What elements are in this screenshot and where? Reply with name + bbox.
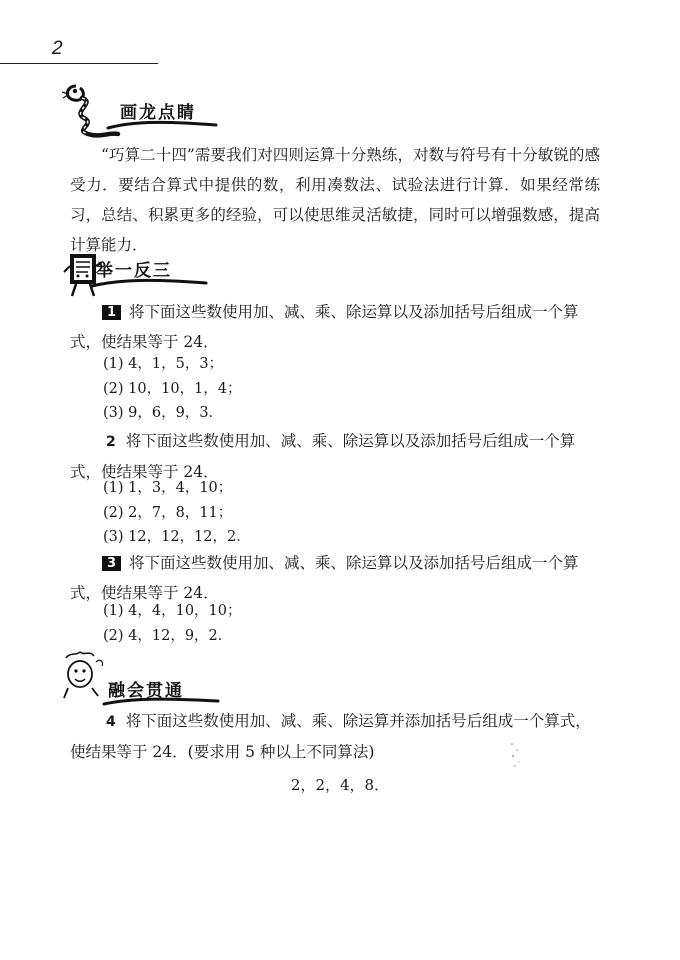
sub-item: (2) 2，7，8，11； (103, 505, 233, 521)
problem-text-line1: 将下面这些数使用加、减、乘、除运算以及添加括号后组成一个算 (129, 303, 579, 321)
section-title: 举一反三 (96, 261, 172, 281)
problem-text-line2: 式，使结果等于 24． (70, 584, 219, 602)
header-rule (0, 63, 158, 64)
scan-speck (508, 740, 524, 770)
problem-1 (70, 297, 600, 357)
problem-number-badge: 3 (102, 556, 121, 571)
section-title: 画龙点睛 (120, 103, 196, 123)
problem-numbers: 2，2，4，8． (290, 776, 390, 794)
title-underline-swoosh (106, 116, 218, 132)
problem-number-badge: 1 (102, 305, 121, 320)
section-heading-rong-hui-guan-tong (62, 648, 262, 704)
problem-3 (70, 548, 600, 608)
sub-item: (1) 4，1，5，3； (103, 356, 224, 372)
sub-item: (1) 4，4，10，10； (103, 603, 242, 619)
problem-text-line2: 使结果等于 24．(要求用 5 种以上不同算法) (70, 743, 375, 761)
section-heading-hua-long-dian-jing (62, 78, 262, 134)
sub-item: (2) 4，12，9，2． (103, 628, 233, 644)
intro-paragraph: “巧算二十四”需要我们对四则运算十分熟练，对数与符号有十分敏锐的感受力．要结合算式中提供的数，利用凑数法、试验法进行计算．如果经常练习，总结、积累更多的经验，可以使思维灵活敏捷，同时可以增强数感，提高计算能力． (70, 146, 600, 254)
sub-item: (3) 12，12，12，2． (103, 529, 251, 545)
sub-item: (1) 1，3，4，10； (103, 480, 233, 496)
problem-number: 2 (106, 434, 116, 450)
problem-text-line1: 将下面这些数使用加、减、乘、除运算以及添加括号后组成一个算 (129, 554, 579, 572)
section-heading-ju-yi-fan-san (62, 248, 262, 304)
page-number: 2 (52, 38, 63, 59)
sub-item: (2) 10，10，1，4； (103, 381, 242, 397)
sub-item: (3) 9，6，9，3． (103, 405, 224, 421)
problem-text-line2: 式，使结果等于 24． (70, 463, 219, 481)
problem-text-line2: 式，使结果等于 24． (70, 333, 219, 351)
problem-text-line1: 将下面这些数使用加、减、乘、除运算以及添加括号后组成一个算 (125, 432, 576, 450)
section-title: 融会贯通 (108, 681, 184, 701)
title-underline-swoosh (90, 274, 208, 290)
problem-text-line1: 将下面这些数使用加、减、乘、除运算并添加括号后组成一个算式， (125, 712, 591, 730)
problem-number: 4 (106, 714, 116, 730)
